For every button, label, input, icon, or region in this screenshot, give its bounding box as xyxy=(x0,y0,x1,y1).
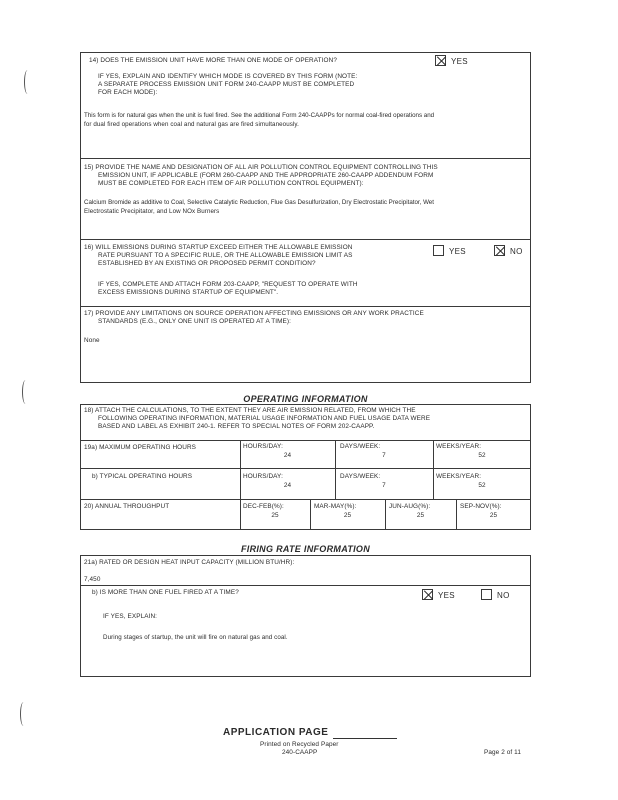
q15-answer: Electrostatic Precipitator, and Low NOx Burners xyxy=(84,208,220,215)
q17-question: 17) PROVIDE ANY LIMITATIONS ON SOURCE OPERATION AFFECTING EMISSIONS OR ANY WORK PRACTICE xyxy=(84,310,424,317)
row-divider xyxy=(80,499,531,500)
sep-nov-value[interactable]: 25 xyxy=(489,512,498,519)
q16-yes-label: YES xyxy=(449,247,466,256)
q16-no-checkbox[interactable] xyxy=(494,245,505,256)
q14-yes-label: YES xyxy=(451,57,468,66)
printed-on-recycled-paper: Printed on Recycled Paper xyxy=(260,741,339,748)
max-hours-day-value[interactable]: 24 xyxy=(283,452,292,459)
q16-question: 16) WILL EMISSIONS DURING STARTUP EXCEED EITHER THE ALLOWABLE EMISSION xyxy=(84,244,353,251)
q21b-yes-checkbox[interactable] xyxy=(422,589,433,600)
q21b-explain-label: IF YES, EXPLAIN: xyxy=(103,613,158,620)
q14-section xyxy=(80,52,531,159)
q15-question: EMISSION UNIT, IF APPLICABLE (FORM 260-CAAPP AND THE APPROPRIATE 260-CAAPP ADDENDUM FORM xyxy=(98,172,434,179)
q14-answer: This form is for natural gas when the unit is fuel fired. See the additional Form 240-CAAPPs for normal coal-fired operations and xyxy=(84,112,435,119)
q18-text: BASED AND LABEL AS EXHIBIT 240-1. REFER TO SPECIAL NOTES OF FORM 202-CAAPP. xyxy=(98,423,375,430)
dec-feb-value[interactable]: 25 xyxy=(271,512,279,519)
q21a-label: 21a) RATED OR DESIGN HEAT INPUT CAPACITY (MILLION BTU/HR): xyxy=(84,559,295,566)
typ-days-week-value[interactable]: 7 xyxy=(382,482,386,489)
q16-question: RATE PURSUANT TO A SPECIFIC RULE, OR THE ALLOWABLE EMISSION LIMIT AS xyxy=(98,252,353,259)
application-page-title: APPLICATION PAGE xyxy=(223,727,329,738)
row-divider xyxy=(80,468,531,469)
q16-question: ESTABLISHED BY AN EXISTING OR PROPOSED PERMIT CONDITION? xyxy=(98,260,316,267)
application-page-number-line xyxy=(333,738,397,739)
q17-answer: None xyxy=(84,337,100,344)
q15-answer: Calcium Bromide as additive to Coal, Selective Catalytic Reduction, Flue Gas Desulfurization, Dry Electrostatic Precipitator, Wet xyxy=(84,199,434,206)
q18-text: FOLLOWING OPERATING INFORMATION, MATERIAL USAGE INFORMATION AND FUEL USAGE DATA WERE xyxy=(98,415,431,422)
days-week-label: DAYS/WEEK: xyxy=(340,443,381,450)
q16-yes-checkbox[interactable] xyxy=(433,245,444,256)
max-weeks-year-value[interactable]: 52 xyxy=(478,452,486,459)
weeks-year-label: WEEKS/YEAR: xyxy=(436,473,482,480)
q14-answer: for dual fired operations when coal and natural gas are fired simultaneously. xyxy=(84,121,299,128)
q14-instruction: A SEPARATE PROCESS EMISSION UNIT FORM 240-CAAPP MUST BE COMPLETED xyxy=(98,81,355,88)
q21b-no-checkbox[interactable] xyxy=(481,589,492,600)
q20-label: 20) ANNUAL THROUGHPUT xyxy=(84,503,170,510)
hours-day-label: HOURS/DAY: xyxy=(243,473,283,480)
q14-instruction: FOR EACH MODE): xyxy=(98,89,158,96)
row-divider xyxy=(80,440,531,441)
q21b-no-label: NO xyxy=(497,591,510,600)
q14-instruction: IF YES, EXPLAIN AND IDENTIFY WHICH MODE IS COVERED BY THIS FORM (NOTE: xyxy=(98,73,358,80)
weeks-year-label: WEEKS/YEAR: xyxy=(436,443,482,450)
q21b-explain-answer: During stages of startup, the unit will fire on natural gas and coal. xyxy=(103,634,288,641)
jun-aug-value[interactable]: 25 xyxy=(416,512,425,519)
q19a-label: 19a) MAXIMUM OPERATING HOURS xyxy=(84,444,197,451)
hours-day-label: HOURS/DAY: xyxy=(243,443,283,450)
firing-rate-title: FIRING RATE INFORMATION xyxy=(240,544,371,554)
binder-hole-mark xyxy=(20,702,27,726)
binder-hole-mark xyxy=(22,380,29,404)
dec-feb-label: DEC-FEB(%): xyxy=(243,503,284,510)
q16-instruction: EXCESS EMISSIONS DURING STARTUP OF EQUIPMENT". xyxy=(98,289,279,296)
page-number: Page 2 of 11 xyxy=(484,749,521,756)
q14-question: 14) DOES THE EMISSION UNIT HAVE MORE THAN ONE MODE OF OPERATION? xyxy=(89,57,337,64)
q21a-value[interactable]: 7,450 xyxy=(84,576,101,583)
q19b-label: b) TYPICAL OPERATING HOURS xyxy=(92,473,193,480)
q16-instruction: IF YES, COMPLETE AND ATTACH FORM 203-CAAPP, "REQUEST TO OPERATE WITH xyxy=(98,281,358,288)
q14-yes-checkbox[interactable] xyxy=(435,55,446,66)
q17-question: STANDARDS (E.G., ONLY ONE UNIT IS OPERATED AT A TIME): xyxy=(98,318,292,325)
typ-weeks-year-value[interactable]: 52 xyxy=(478,482,486,489)
q16-no-label: NO xyxy=(510,247,523,256)
operating-info-title: OPERATING INFORMATION xyxy=(243,394,368,404)
row-divider xyxy=(80,585,531,586)
sep-nov-label: SEP-NOV(%): xyxy=(460,503,502,510)
binder-hole-mark xyxy=(24,70,31,94)
typ-hours-day-value[interactable]: 24 xyxy=(283,482,292,489)
form-number: 240-CAAPP xyxy=(282,749,318,756)
q15-question: MUST BE COMPLETED FOR EACH ITEM OF AIR POLLUTION CONTROL EQUIPMENT): xyxy=(98,180,364,187)
q21b-yes-label: YES xyxy=(438,591,455,600)
q18-text: 18) ATTACH THE CALCULATIONS, TO THE EXTENT THEY ARE AIR EMISSION RELATED, FROM WHICH THE xyxy=(84,407,416,414)
days-week-label: DAYS/WEEK: xyxy=(340,473,381,480)
max-days-week-value[interactable]: 7 xyxy=(382,452,386,459)
mar-may-label: MAR-MAY(%): xyxy=(314,503,357,510)
q15-question: 15) PROVIDE THE NAME AND DESIGNATION OF ALL AIR POLLUTION CONTROL EQUIPMENT CONTROLLING THIS xyxy=(84,164,438,171)
q21b-label: b) IS MORE THAN ONE FUEL FIRED AT A TIME? xyxy=(92,589,239,596)
mar-may-value[interactable]: 25 xyxy=(343,512,352,519)
jun-aug-label: JUN-AUG(%): xyxy=(389,503,431,510)
